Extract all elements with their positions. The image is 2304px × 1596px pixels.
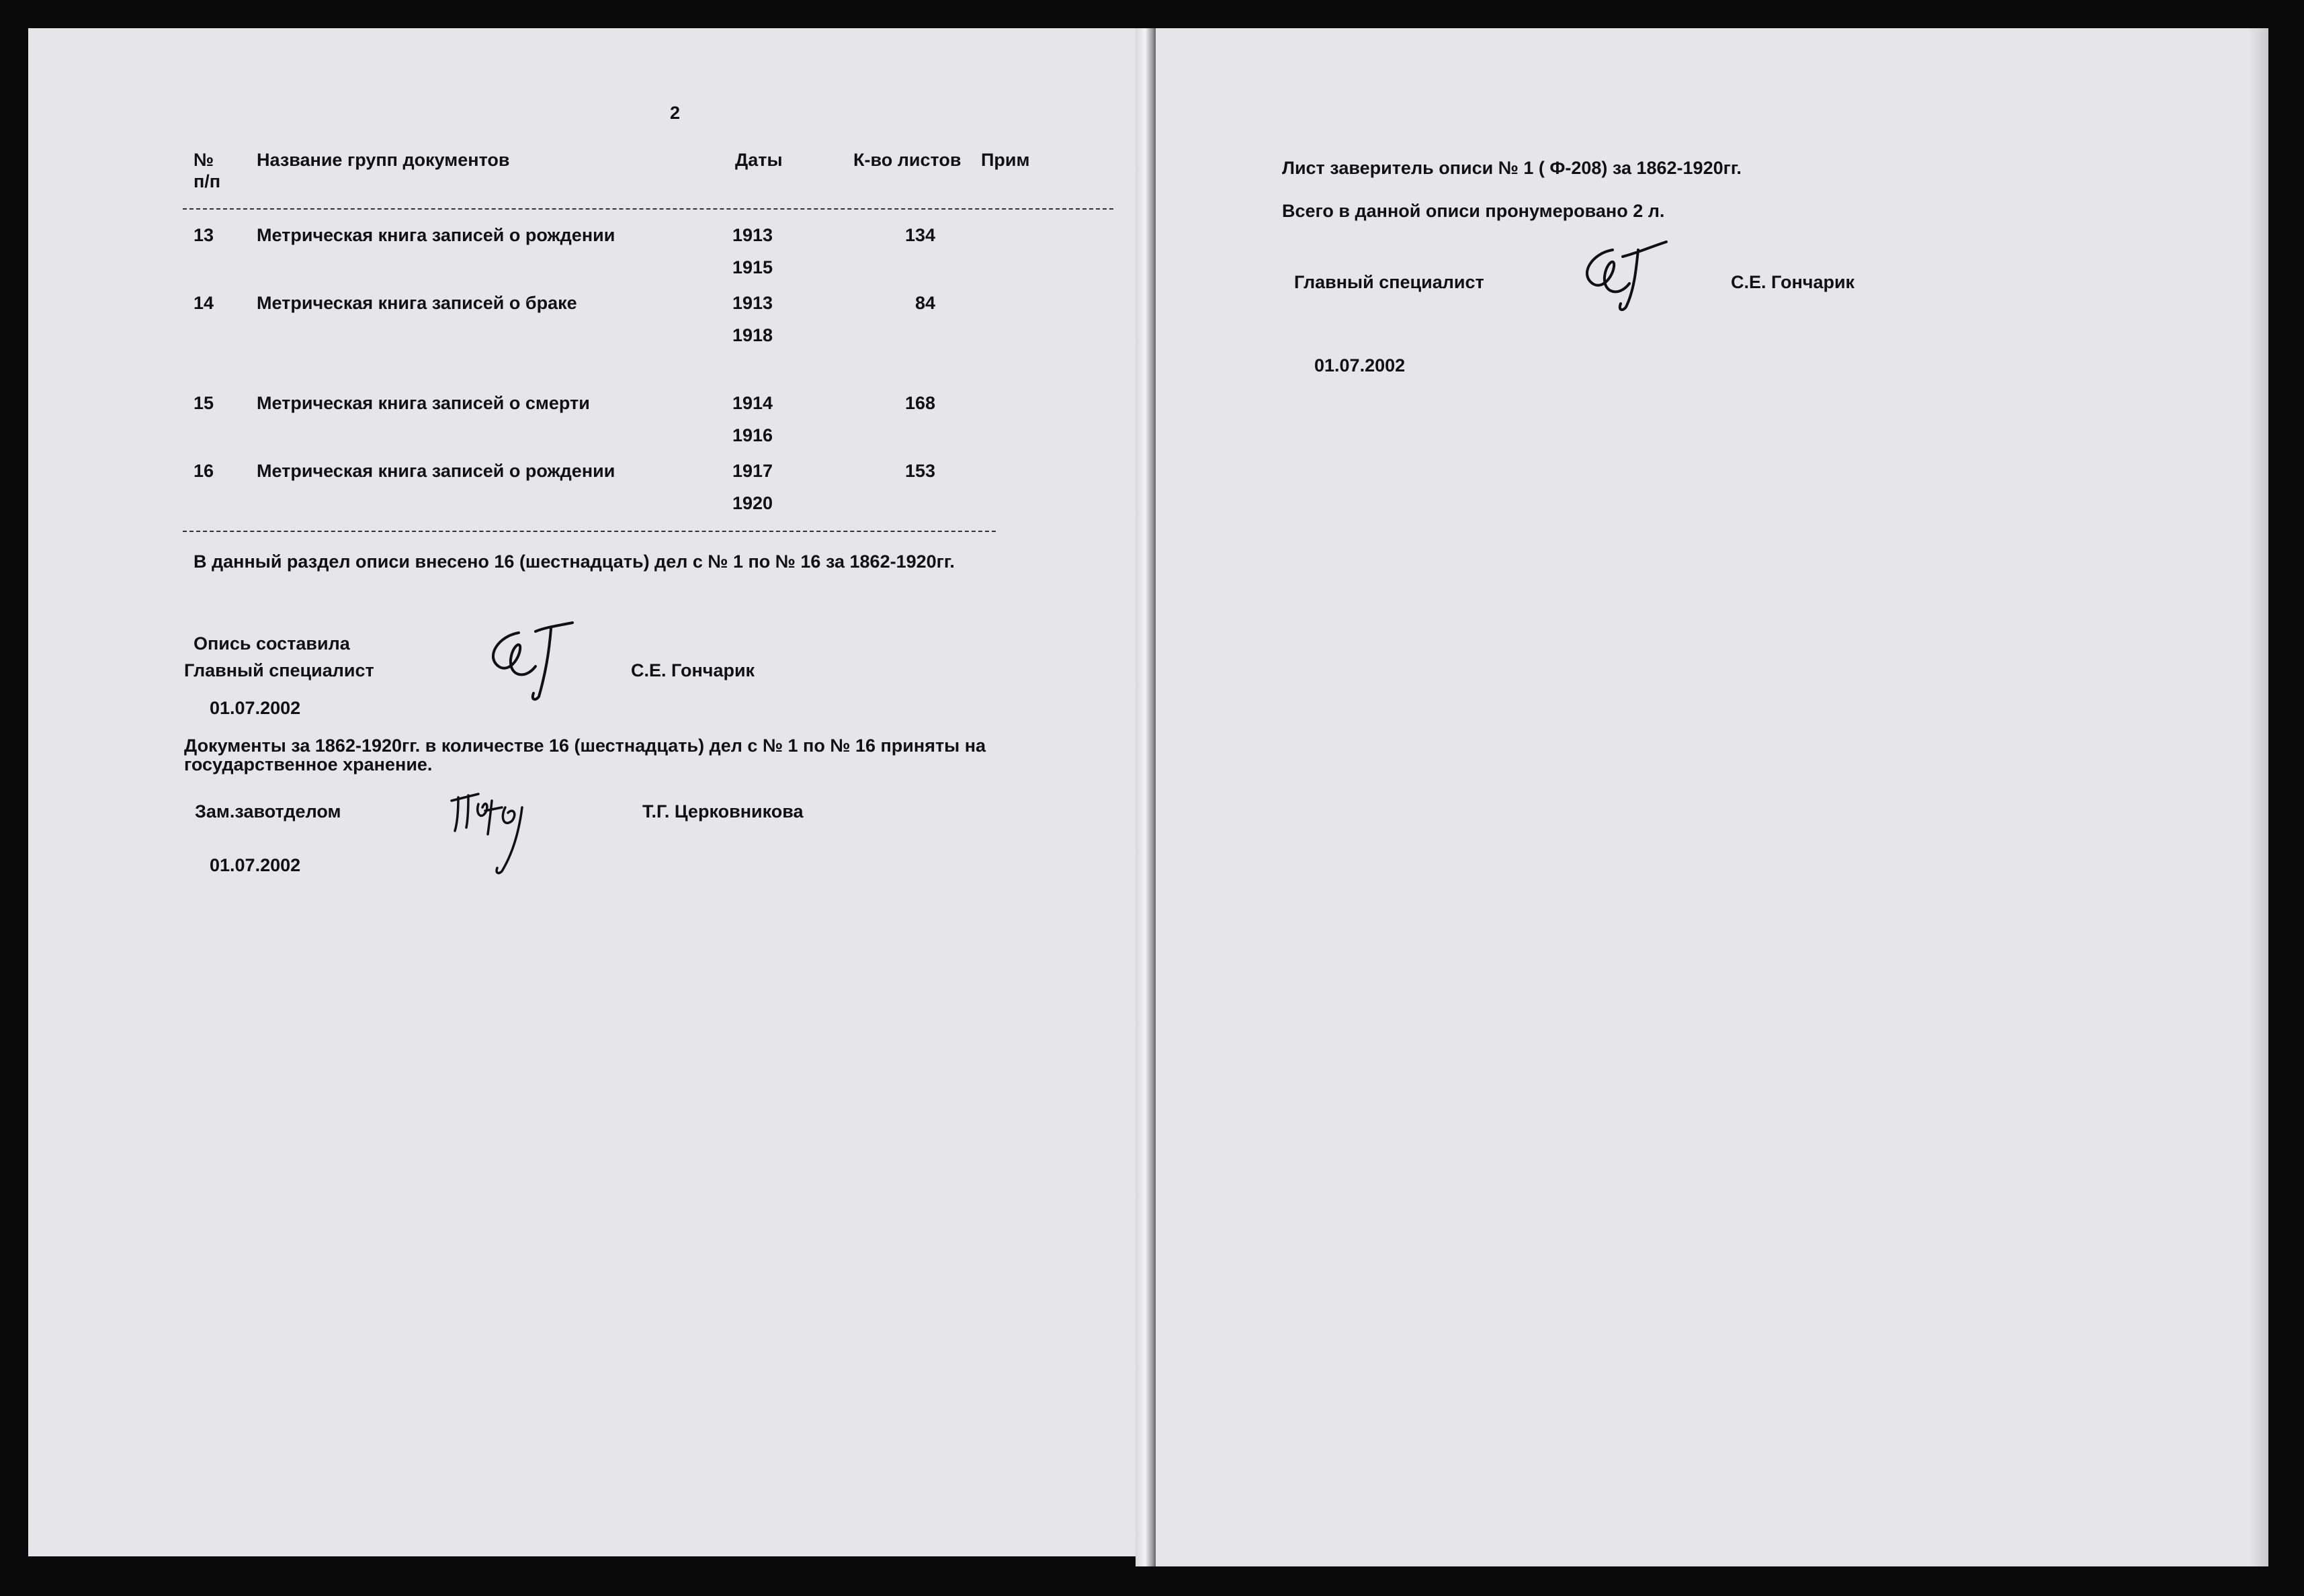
- acceptance-line-1: Документы за 1862-1920гг. в количестве 16 (шестнадцать) дел с № 1 по № 16 приняты на: [184, 736, 986, 756]
- row-sheets: 84: [914, 293, 935, 313]
- row-sheets: 153: [904, 461, 935, 481]
- certificate-count: Всего в данной описи пронумеровано 2 л.: [1282, 201, 1665, 221]
- acceptor-position: Зам.завотделом: [195, 801, 341, 822]
- row-date-end: 1920: [732, 493, 773, 513]
- row-date-start: 1914: [732, 393, 773, 413]
- signer-signature: [1572, 236, 1693, 317]
- row-num: 15: [194, 393, 214, 413]
- table-bottom-divider: [183, 531, 996, 532]
- row-date-start: 1913: [732, 225, 773, 245]
- signer-position: Главный специалист: [1294, 272, 1484, 292]
- left-page: [28, 28, 1145, 1556]
- acceptor-date: 01.07.2002: [210, 855, 301, 875]
- header-sheets: К-во листов: [853, 150, 962, 170]
- acceptor-name: Т.Г. Церковникова: [642, 801, 804, 822]
- row-name: Метрическая книга записей о смерти: [257, 393, 590, 413]
- row-num: 13: [194, 225, 214, 245]
- row-sheets: 134: [904, 225, 935, 245]
- row-name: Метрическая книга записей о браке: [257, 293, 577, 313]
- row-date-end: 1916: [732, 425, 773, 445]
- row-date-start: 1917: [732, 461, 773, 481]
- header-dates: Даты: [735, 150, 783, 170]
- header-divider: [183, 208, 1113, 210]
- row-num: 14: [194, 293, 214, 313]
- right-page: [1156, 28, 2268, 1566]
- signer-date: 01.07.2002: [1314, 355, 1406, 375]
- compiler-position: Главный специалист: [184, 660, 374, 680]
- header-note: Прим: [981, 150, 1030, 170]
- header-name: Название групп документов: [257, 150, 510, 170]
- compiler-label: Опись составила: [194, 633, 350, 654]
- signer-name: С.Е. Гончарик: [1731, 272, 1855, 292]
- row-date-end: 1918: [732, 325, 773, 345]
- acceptor-signature: [438, 774, 572, 881]
- row-sheets: 168: [904, 393, 935, 413]
- row-num: 16: [194, 461, 214, 481]
- compiler-name: С.Е. Гончарик: [631, 660, 755, 680]
- compiler-signature: [472, 619, 606, 707]
- certificate-title: Лист заверитель описи № 1 ( Ф-208) за 1862-1920гг.: [1282, 158, 1742, 178]
- compiler-date: 01.07.2002: [210, 698, 301, 718]
- row-name: Метрическая книга записей о рождении: [257, 461, 615, 481]
- header-num: №: [194, 150, 214, 170]
- row-date-end: 1915: [732, 257, 773, 277]
- acceptance-line-2: государственное хранение.: [184, 754, 433, 774]
- page-edge: [2248, 28, 2268, 1566]
- page-number: 2: [670, 103, 681, 123]
- row-name: Метрическая книга записей о рождении: [257, 225, 615, 245]
- summary-text: В данный раздел описи внесено 16 (шестнадцать) дел с № 1 по № 16 за 1862-1920гг.: [194, 551, 955, 572]
- header-num-sub: п/п: [194, 171, 221, 191]
- row-date-start: 1913: [732, 293, 773, 313]
